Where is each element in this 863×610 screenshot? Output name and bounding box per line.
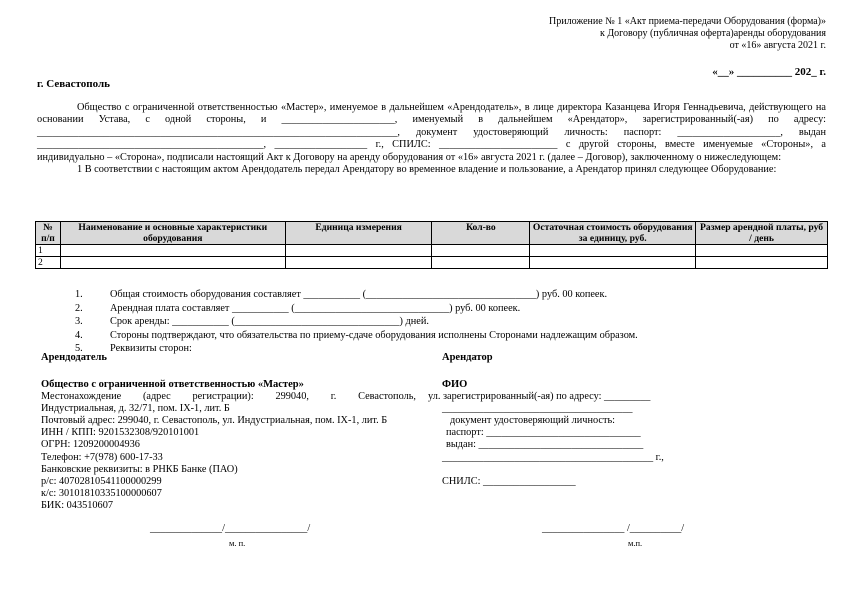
lessor-name: Общество с ограниченной ответственностью «Мастер» bbox=[41, 379, 304, 390]
list-item-number: 3. bbox=[75, 316, 83, 328]
lessor-detail-line: БИК: 043510607 bbox=[41, 499, 113, 511]
list-item-text: Реквизиты сторон: bbox=[110, 343, 192, 355]
table-cell bbox=[696, 257, 828, 269]
table-cell bbox=[285, 257, 432, 269]
list-item bbox=[75, 329, 638, 343]
list-item-number: 5. bbox=[75, 343, 83, 355]
table-header-row bbox=[36, 222, 828, 245]
table-cell: 2 bbox=[36, 257, 61, 269]
col-header-residual-value: Остаточная стоимость оборудования за единицу, руб. bbox=[530, 222, 696, 245]
lessee-stamp-place: м.п. bbox=[628, 538, 643, 548]
lessee-details bbox=[428, 379, 802, 488]
intro-paragraph-2: 1 В соответствии с настоящим актом Арендодатель передал Арендатору во временное владение и пользование, а Арендатор принял следующее Оборудование: bbox=[77, 164, 777, 176]
lessee-detail-line: выдан: ________________________________ bbox=[446, 439, 644, 451]
table-row bbox=[36, 257, 828, 269]
list-item bbox=[75, 302, 638, 316]
equipment-table bbox=[35, 221, 828, 269]
list-item bbox=[75, 315, 638, 329]
list-item bbox=[75, 288, 638, 302]
table-cell: 1 bbox=[36, 245, 61, 257]
table-cell bbox=[432, 245, 530, 257]
col-header-unit: Единица измерения bbox=[285, 222, 432, 245]
act-date: «__» __________ 202_ г. bbox=[712, 66, 826, 78]
lessee-detail-line: СНИЛС: __________________ bbox=[442, 475, 576, 487]
lessor-stamp-place: м. п. bbox=[229, 538, 246, 548]
lessee-signature-line: ________________ /__________/ bbox=[542, 523, 685, 534]
table-row bbox=[36, 245, 828, 257]
lessor-title: Арендодатель bbox=[41, 352, 107, 363]
col-header-quantity: Кол-во bbox=[432, 222, 530, 245]
lessor-detail-line: ОГРН: 1209200004936 bbox=[41, 439, 140, 451]
list-item-number: 4. bbox=[75, 329, 83, 341]
lessee-detail-line: ул. зарегистрированный(-ая) по адресу: _________ bbox=[428, 391, 651, 403]
appendix-line-2: к Договору (публичная оферта)аренды оборудования bbox=[599, 28, 826, 39]
lessee-detail-line: _________________________________________ г., bbox=[442, 451, 664, 463]
list-item-text: Стороны подтверждают, что обязательства по приему-сдаче оборудования исполнены Сторонами надлежащим образом. bbox=[110, 329, 638, 341]
list-item-text: Общая стоимость оборудования составляет ___________ (_________________________________) руб. 00 копеек. bbox=[110, 289, 608, 300]
lessor-detail-line: ИНН / КПП: 9201532308/920101001 bbox=[41, 427, 200, 439]
act-city: г. Севастополь bbox=[37, 78, 110, 90]
lessor-details bbox=[41, 379, 416, 512]
intro-text bbox=[37, 102, 826, 176]
table-cell bbox=[696, 245, 828, 257]
lessor-signature-line: ______________/________________/ bbox=[150, 523, 311, 534]
lessor-detail-line: к/с: 30101810335100000607 bbox=[41, 487, 162, 499]
lessee-detail-line: документ удостоверяющий личность: bbox=[450, 415, 615, 427]
table-cell bbox=[530, 245, 696, 257]
lessor-detail-line: р/с: 40702810541100000299 bbox=[41, 475, 162, 487]
table-cell bbox=[285, 245, 432, 257]
lessee-detail-line bbox=[442, 464, 802, 476]
lessor-detail-line: Местонахождение (адрес регистрации): 299040, г. Севастополь, bbox=[41, 391, 416, 403]
appendix-header bbox=[549, 16, 826, 52]
table-cell bbox=[60, 245, 285, 257]
col-header-number: № п/п bbox=[36, 222, 61, 245]
lessee-name: ФИО bbox=[442, 379, 468, 390]
table-cell bbox=[432, 257, 530, 269]
terms-list bbox=[75, 288, 638, 356]
intro-paragraph-1: Общество с ограниченной ответственностью «Мастер», именуемое в дальнейшем «Арендодатель», в лице директора Казанцева Игоря Геннадьевича, действующего на основании Устава, с одной стороны, и ______________________, именуемый в дальнейшем «Арендатор», зарегистрированный(-ая) по адресу: ______________________________________________________________________, документ удостоверяющий личность: паспорт: ____________________, выдан ____________________________________________, __________________ г., СПИЛС: _______________________ с другой стороны, вместе именуемые «Стороны», а индивидуально – «Сторона», подписали настоящий Акт к Договору на аренду оборудования от «16» августа 2021 г. (далее – Договор), заключенному о нижеследующем: bbox=[37, 102, 826, 163]
lessee-detail-line: паспорт: ______________________________ bbox=[446, 427, 641, 439]
appendix-line-3: от «16» августа 2021 г. bbox=[729, 40, 826, 51]
col-header-rent-rate: Размер арендной платы, руб / день bbox=[696, 222, 828, 245]
lessee-detail-line: _____________________________________ bbox=[442, 403, 633, 415]
list-item-text: Срок аренды: ___________ (________________________________) дней. bbox=[110, 316, 429, 328]
col-header-name: Наименование и основные характеристики оборудования bbox=[60, 222, 285, 245]
lessor-detail-line: Телефон: +7(978) 600-17-33 bbox=[41, 451, 163, 463]
list-item-text: Арендная плата составляет ___________ (______________________________) руб. 00 копеек. bbox=[110, 302, 521, 314]
lessor-detail-line: Почтовый адрес: 299040, г. Севастополь, ул. Индустриальная, пом. IX-1, лит. Б bbox=[41, 415, 388, 427]
list-item-number: 1. bbox=[75, 289, 83, 300]
table-cell bbox=[60, 257, 285, 269]
lessor-detail-line: Банковские реквизиты: в РНКБ Банке (ПАО) bbox=[41, 463, 238, 475]
lessor-detail-line: Индустриальная, д. 32/71, пом. IX-1, лит. Б bbox=[41, 403, 230, 415]
lessee-title: Арендатор bbox=[442, 352, 493, 363]
list-item bbox=[75, 342, 638, 356]
list-item-number: 2. bbox=[75, 302, 83, 314]
table-cell bbox=[530, 257, 696, 269]
appendix-line-1: Приложение № 1 «Акт приема-передачи Оборудования (форма)» bbox=[549, 16, 826, 27]
